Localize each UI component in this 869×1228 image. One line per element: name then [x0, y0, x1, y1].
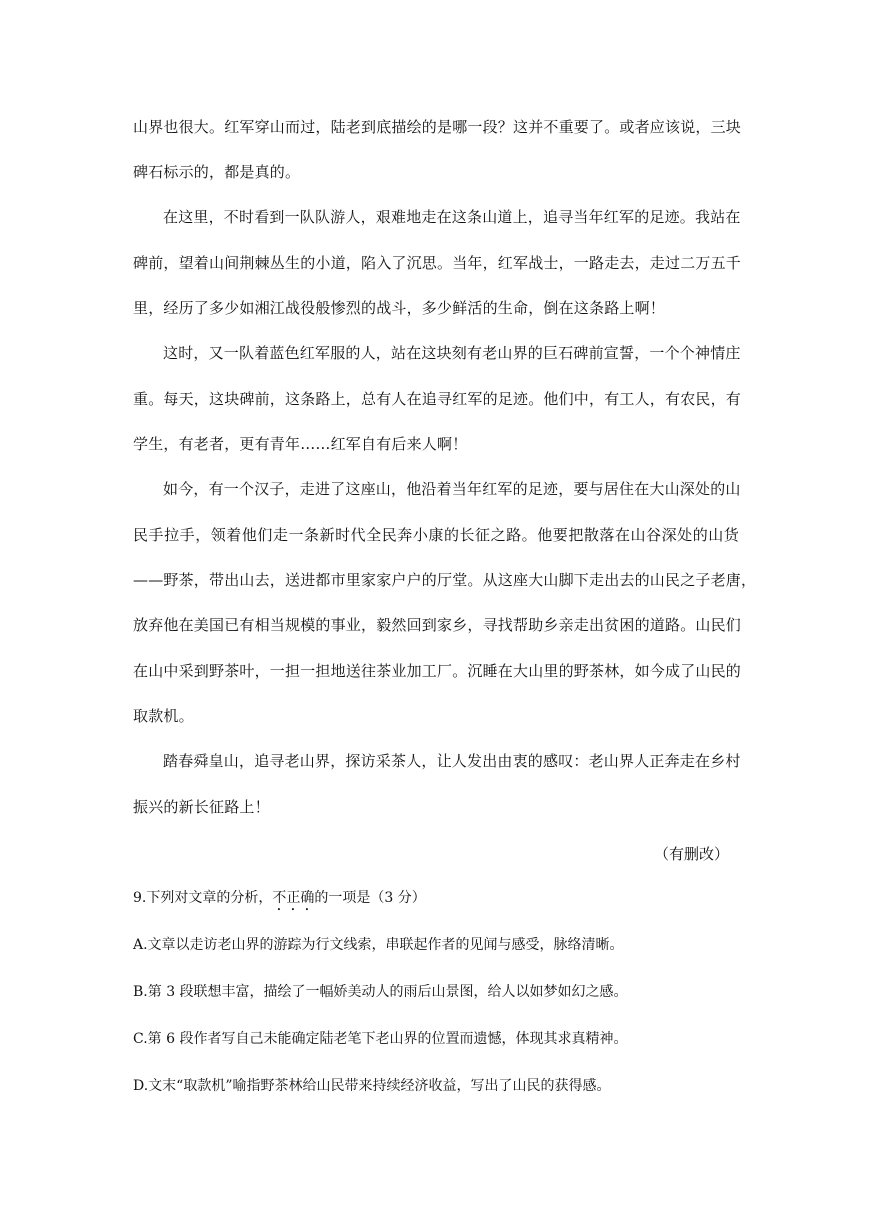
option-d: D.文末“取款机”喻指野茶林给山民带来持续经济收益，写出了山民的获得感。: [133, 1078, 611, 1094]
text-line: 放弃他在美国已有相当规模的事业，毅然回到家乡，寻找帮助乡亲走出贫困的道路。山民们: [133, 616, 742, 634]
option-b: B.第 3 段联想丰富，描绘了一幅娇美动人的雨后山景图，给人以如梦如幻之感。: [133, 984, 628, 1000]
text-line: 振兴的新长征路上！: [133, 798, 270, 816]
text-line: 如今，有一个汉子，走进了这座山，他沿着当年红军的足迹，要与居住在大山深处的山: [163, 480, 741, 498]
text-line: 重。每天，这块碑前，这条路上，总有人在追寻红军的足迹。他们中，有工人，有农民，有: [133, 390, 742, 408]
question-stem: [133, 888, 426, 914]
text-line: 取款机。: [133, 707, 194, 725]
option-a: A.文章以走访老山界的游踪为行文线索，串联起作者的见闻与感受，脉络清晰。: [133, 937, 624, 953]
question-stem-suffix: 的一项是（3 分）: [314, 890, 426, 906]
text-line: ——野茶，带出山去，送进都市里家家户户的厅堂。从这座大山脚下走出去的山民之子老唐，: [133, 571, 757, 589]
text-line: 碑前，望着山间荆棘丛生的小道，陷入了沉思。当年，红军战士，一路走去，走过二万五千: [133, 254, 742, 272]
text-line: 这时，又一队着蓝色红军服的人，站在这块刻有老山界的巨石碑前宣誓，一个个神情庄: [163, 344, 741, 362]
text-line: 在山中采到野茶叶，一担一担地送往茶业加工厂。沉睡在大山里的野茶林，如今成了山民的: [133, 662, 742, 680]
text-line: 山界也很大。红军穿山而过，陆老到底描绘的是哪一段？这并不重要了。或者应该说，三块: [133, 118, 742, 136]
question-stem-emphasis: 不正确: [272, 890, 315, 906]
text-line: 里，经历了多少如湘江战役般惨烈的战斗，多少鲜活的生命，倒在这条路上啊！: [133, 299, 666, 317]
text-line: 民手拉手，领着他们走一条新时代全民奔小康的长征之路。他要把散落在山谷深处的山货: [133, 526, 739, 544]
source-note: （有删改）: [653, 845, 729, 863]
text-line: 踏春舜皇山，追寻老山界，探访采茶人，让人发出由衷的感叹：老山界人正奔走在乡村: [163, 752, 741, 770]
text-line: 学生，有老者，更有青年……红军自有后来人啊！: [133, 435, 468, 453]
question-stem-prefix: 9.下列对文章的分析，: [133, 890, 273, 906]
text-line: 在这里，不时看到一队队游人，艰难地走在这条山道上，追寻当年红军的足迹。我站在: [163, 208, 741, 226]
option-c: C.第 6 段作者写自己未能确定陆老笔下老山界的位置而遗憾，体现其求真精神。: [133, 1031, 628, 1047]
text-line: 碑石标示的，都是真的。: [133, 163, 301, 181]
